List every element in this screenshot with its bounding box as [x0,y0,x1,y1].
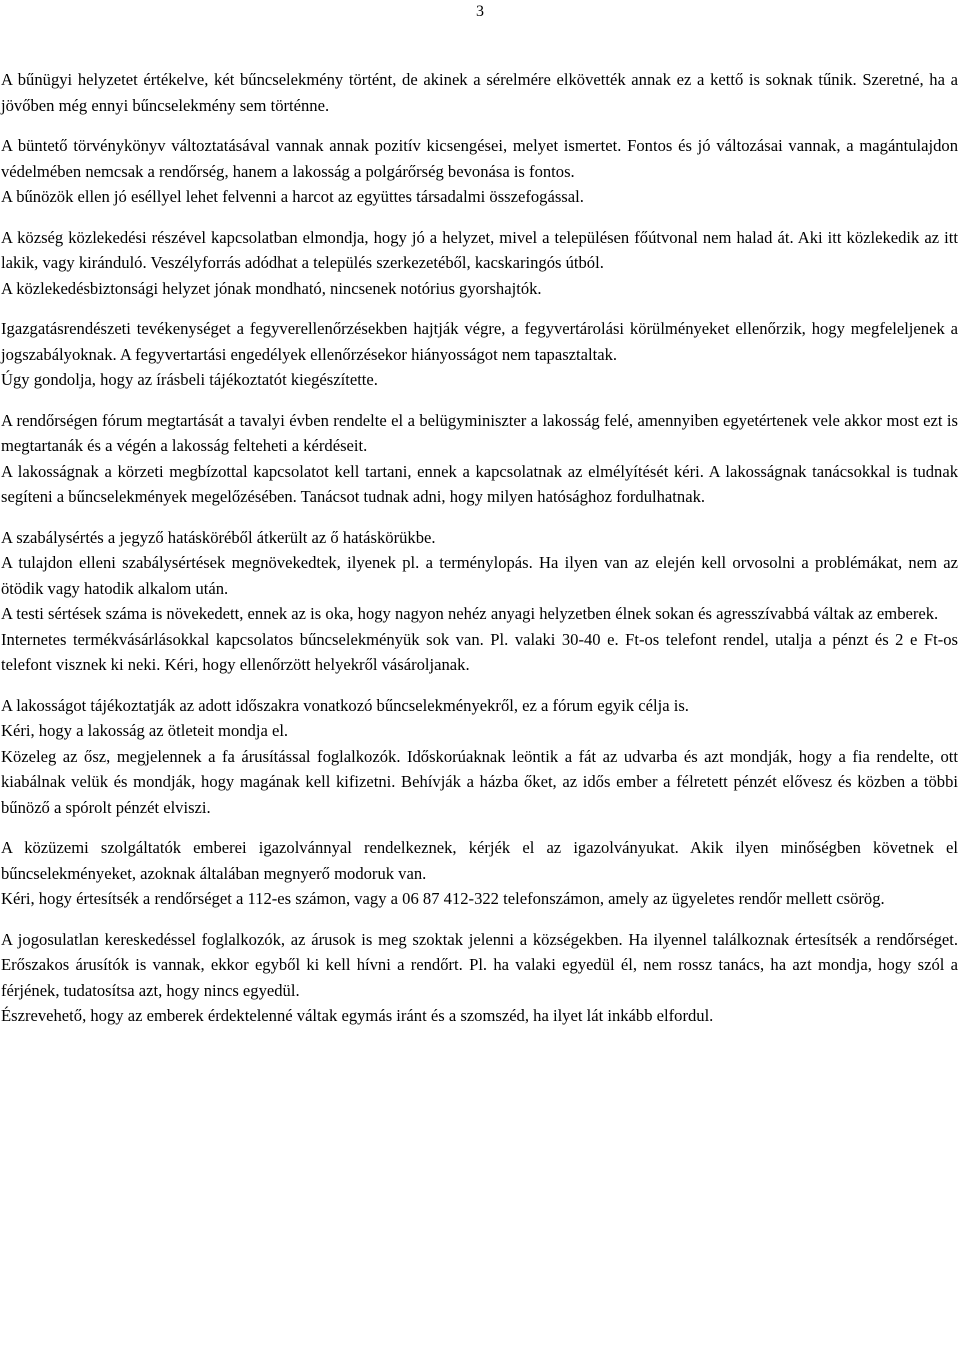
paragraph: Közeleg az ősz, megjelennek a fa árusítással foglalkozók. Időskorúaknak leöntik a fát az udvarba és azt mondják, hogy a fia rendelte, ott kiabálnak velük és mondják, hogy magának kell kifizetni. Behívják a házba őket, az idős ember a félretett pénzét elővesz és közben a többi bűnöző a spórolt pénzét elviszi. [1,746,958,817]
paragraph: A jogosulatlan kereskedéssel foglalkozók, az árusok is meg szoktak jelenni a községekben. Ha ilyennel találkoznak értesítsék a rendőrséget. Erőszakos árusítók is vannak, ekkor egyből ki kell hívni a rendőrt. Pl. ha valaki egyedül él, nem rossz tanács, ha azt mondja, hogy szól a férjének, tudatosítsa azt, hogy nincs egyedül. [1,929,958,1000]
paragraph: Kéri, hogy a lakosság az ötleteit mondja el. [1,721,289,740]
page-number: 3 [476,3,484,20]
document-section [1,133,958,210]
document-section [1,316,958,393]
paragraph: A lakosságot tájékoztatják az adott időszakra vonatkozó bűncselekményekről, ez a fórum egyik célja is. [1,695,689,715]
document-section [1,67,958,118]
document-section [1,408,958,510]
paragraph: A bűnügyi helyzetet értékelve, két bűncselekmény történt, de akinek a sérelmére elkövették annak ez a kettő is soknak tűnik. Szeretné, ha a jövőben még ennyi bűncselekmény sem történne. [1,70,958,115]
paragraph: Igazgatásrendészeti tevékenységet a fegyverellenőrzésekben hajtják végre, a fegyvertárolási körülményeket ellenőrzik, hogy megfeleljenek a jogszabályoknak. A fegyvertartási engedélyek ellenőrzésekor hiányosságot nem tapasztaltak. [1,319,958,364]
paragraph: A szabálysértés a jegyző hatásköréből átkerült az ő hatáskörükbe. [1,527,436,547]
document-section [1,693,958,821]
paragraph: A bűnözök ellen jó eséllyel lehet felvenni a harcot az együttes társadalmi összefogással. [1,187,584,206]
paragraph: Észrevehető, hogy az emberek érdektelenné váltak egymás iránt és a szomszéd, ha ilyet lát inkább elfordul. [1,1006,714,1025]
document-section [1,225,958,302]
paragraph: A tulajdon elleni szabálysértések megnövekedtek, ilyenek pl. a terménylopás. Ha ilyen van az elején kell orvosolni a problémákat, nem az ötödik vagy hatodik alkalom után. [1,553,958,598]
paragraph: A büntető törvénykönyv változtatásával vannak annak pozitív kicsengései, melyet ismertet. Fontos és jó változásai vannak, a magántulajdon védelmében nemcsak a rendőrség, hanem a lakosság a polgárőrség bevonása is fontos. [1,136,958,181]
paragraph: Kéri, hogy értesítsék a rendőrséget a 112-es számon, vagy a 06 87 412-322 telefonszámon, amely az ügyeletes rendőr mellett csörög. [1,889,885,908]
document-body [1,67,958,1044]
paragraph: A közlekedésbiztonsági helyzet jónak mondható, nincsenek notórius gyorshajtók. [1,278,542,298]
paragraph: A község közlekedési részével kapcsolatban elmondja, hogy jó a helyzet, mivel a településen főútvonal nem halad át. Aki itt közlekedik az itt lakik, vagy kiránduló. Veszélyforrás adódhat a település szerkezetéből, kacskaringós útból. [1,227,958,272]
paragraph: Internetes termékvásárlásokkal kapcsolatos bűncselekményük sok van. Pl. valaki 30-40 e. Ft-os telefont rendel, utalja a pénzt és 2 e Ft-os telefont visznek ki neki. Kéri, hogy ellenőrzött helyekről vásároljanak. [1,629,958,674]
document-section [1,525,958,678]
paragraph: A testi sértések száma is növekedett, ennek az is oka, hogy nagyon nehéz anyagi helyzetben élnek sokan és agresszívabbá váltak az emberek. [1,604,939,623]
paragraph: A közüzemi szolgáltatók emberei igazolvánnyal rendelkeznek, kérjék el az igazolványukat. Akik ilyen minőségben követnek el bűncselekményeket, azoknak általában megnyerő modoruk van. [1,838,958,883]
paragraph: A rendőrségen fórum megtartását a tavalyi évben rendelte el a belügyminiszter a lakosság felé, amennyiben egyetértenek vele akkor most ezt is megtartanák és a végén a lakosság felteheti a kérdéseit. [1,410,958,455]
paragraph: Úgy gondolja, hogy az írásbeli tájékoztatót kiegészítette. [1,370,378,389]
document-section [1,835,958,912]
document-section [1,927,958,1029]
paragraph: A lakosságnak a körzeti megbízottal kapcsolatot kell tartani, ennek a kapcsolatnak az elmélyítését kéri. A lakosságnak tanácsokkal is tudnak segíteni a bűncselekmények megelőzésében. Tanácsot tudnak adni, hogy milyen hatósághoz fordulhatnak. [1,461,958,506]
